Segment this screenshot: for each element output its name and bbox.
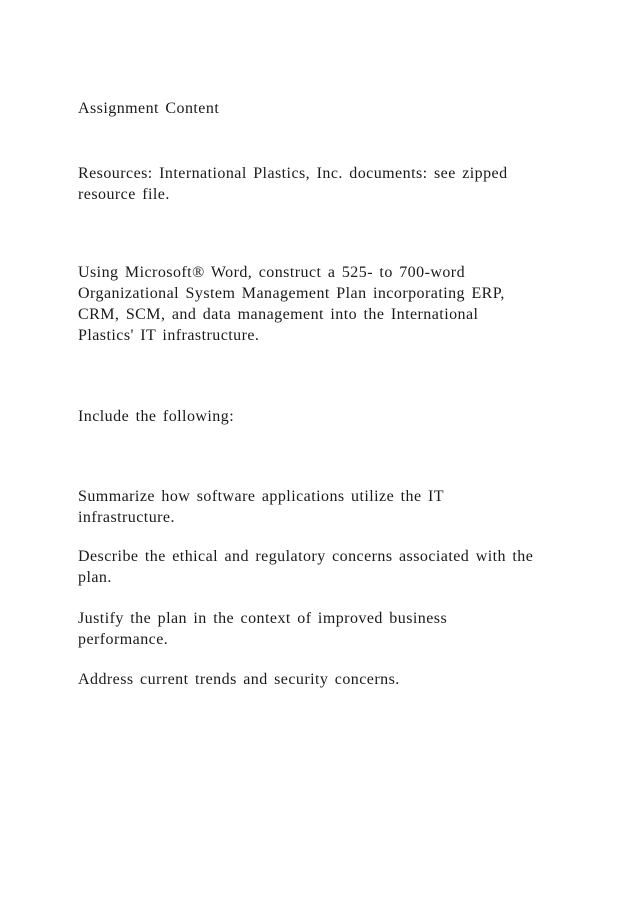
- instruction-paragraph: Using Microsoft® Word, construct a 525- to 700-word Organizational System Management Plan incorporating ERP, CRM, SCM, and data management into the International Plastics' IT infrastructure.: [78, 264, 505, 344]
- assignment-heading: Assignment Content: [78, 100, 220, 117]
- requirement-item: Justify the plan in the context of improved business performance.: [78, 610, 448, 648]
- requirement-item: Address current trends and security concerns.: [78, 671, 400, 688]
- resources-paragraph: Resources: International Plastics, Inc. documents: see zipped resource file.: [78, 165, 508, 203]
- requirement-item: Summarize how software applications utilize the IT infrastructure.: [78, 488, 444, 526]
- include-intro: Include the following:: [78, 408, 235, 425]
- requirement-item: Describe the ethical and regulatory concerns associated with the plan.: [78, 548, 534, 586]
